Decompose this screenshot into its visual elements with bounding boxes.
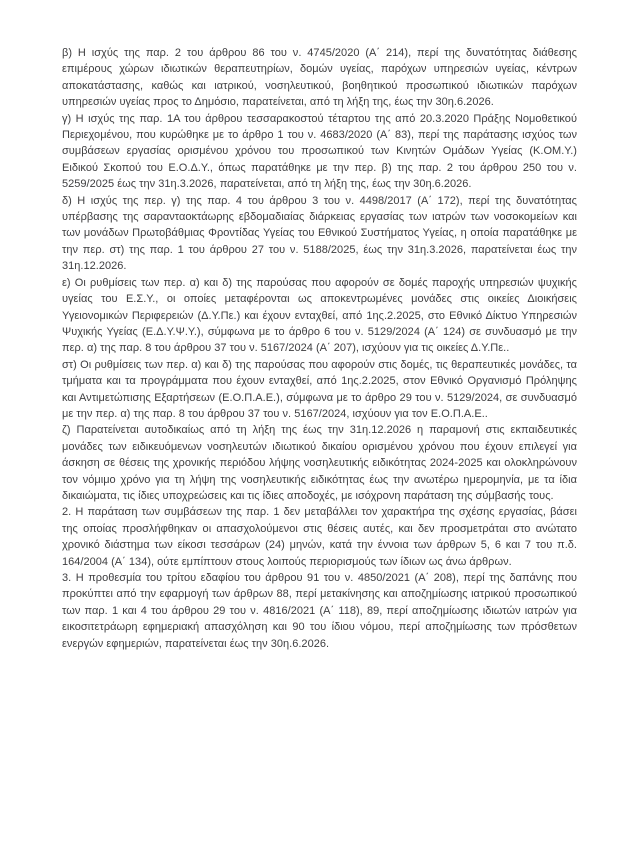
paragraph-case-epsilon: ε) Οι ρυθμίσεις των περ. α) και δ) της παρούσας που αφορούν σε δομές παροχής υπηρεσιών ψυχικής υγείας του Ε.Σ.Υ., οι οποίες μεταφέρονται ως αποκεντρωμένες μονάδες στις οικείες Διοικήσεις Υγειονομικών Περιφερειών (Δ.Υ.Πε.) και έχουν ενταχθεί, από 1ης.2.2025, στο Εθνικό Δίκτυο Υπηρεσιών Ψυχικής Υγείας (Ε.Δ.Υ.Ψ.Υ.), σύμφωνα με το άρθρο 6 του ν. 5129/2024 (Α΄ 124) σε συνδυασμό με την περ. α) της παρ. 8 του άρθρου 37 του ν. 5167/2024 (Α΄ 207), ισχύουν για τις οικείες Δ.Υ.Πε.. — [62, 276, 577, 355]
paragraph-case-sigma-tau: στ) Οι ρυθμίσεις των περ. α) και δ) της παρούσας που αφορούν στις δομές, τις θεραπευτικές μονάδες, τα τμήματα και τα προγράμματα που έχουν ενταχθεί, από 1ης.2.2025, στον Εθνικό Οργανισμό Πρόληψης και Αντιμετώπισης Εξαρτήσεων (Ε.Ο.Π.Α.Ε.), σύμφωνα με το άρθρο 29 του ν. 5129/2024, σε συνδυασμό με την περ. α) της παρ. 8 του άρθρου 37 του ν. 5167/2024, ισχύουν για τον Ε.Ο.Π.Α.Ε.. — [62, 358, 577, 420]
paragraph-case-zeta: ζ) Παρατείνεται αυτοδικαίως από τη λήξη της έως την 31η.12.2026 η παραμονή στις εκπαιδευτικές μονάδες των ειδικευόμενων νοσηλευτών ιδιωτικού δικαίου ορισμένου χρόνου που έχουν επιλεγεί για άσκηση σε θέσεις της χρονικής περιόδου λήψης νοσηλευτικής ειδικότητας 2024-2025 και ολοκληρώνουν τον νόμιμο χρόνο για τη λήψη της νοσηλευτικής ειδικότητας έως την ανωτέρω ημερομηνία, με τα ίδια δικαιώματα, τις ίδιες υποχρεώσεις και τις ίδιες αποδοχές, με ισόχρονη παράταση της σύμβασής τους. — [62, 424, 577, 502]
article-text-block — [62, 45, 577, 652]
paragraph-case-delta: δ) Η ισχύς της περ. γ) της παρ. 4 του άρθρου 3 του ν. 4498/2017 (Α΄ 172), περί της δυνατότητας υπέρβασης της σαρανταοκτάωρης εβδομαδιαίας διάρκειας εργασίας των ιατρών των νοσοκομείων και των μονάδων Πρωτοβάθμιας Φροντίδας Υγείας του Εθνικού Συστήματος Υγείας, η οποία παρατάθηκε με την περ. στ) της παρ. 1 του άρθρου 27 του ν. 5188/2025, έως την 31η.3.2026, παρατείνεται έως την 31η.12.2026. — [62, 194, 577, 273]
paragraph-number-2: 2. Η παράταση των συμβάσεων της παρ. 1 δεν μεταβάλλει τον χαρακτήρα της σχέσης εργασίας, βάσει της οποίας προσλήφθηκαν οι απασχολούμενοι στις θέσεις αυτές, και δεν προσμετράται στο ανώτατο χρονικό διάστημα των είκοσι τεσσάρων (24) μηνών, κατά την έννοια των άρθρων 5, 6 και 7 του π.δ. 164/2004 (Α΄ 134), ούτε εμπίπτουν στους λοιπούς περιορισμούς των ίδιων ως άνω άρθρων. — [62, 506, 577, 568]
paragraph-number-3: 3. Η προθεσμία του τρίτου εδαφίου του άρθρου 91 του ν. 4850/2021 (Α΄ 208), περί της δαπάνης που προκύπτει από την εφαρμογή των άρθρων 88, περί μετακίνησης και αποζημίωσης ιατρικού προσωπικού των παρ. 1 και 4 του άρθρου 29 του ν. 4816/2021 (Α΄ 118), 89, περί αποζημίωσης ιδιωτών ιατρών για εικοσιτετράωρη εφημεριακή απασχόληση και 90 του ίδιου νόμου, περί αποζημίωσης των πρόσθετων ενεργών εφημεριών, παρατείνεται έως την 30η.6.2026. — [62, 572, 577, 650]
paragraph-case-gamma: γ) Η ισχύς της παρ. 1Α του άρθρου τεσσαρακοστού τέταρτου της από 20.3.2020 Πράξης Νομοθετικού Περιεχομένου, που κυρώθηκε με το άρθρο 1 του ν. 4683/2020 (Α΄ 83), περί της παράτασης ισχύος των συμβάσεων εργασίας ορισμένου χρόνου του προσωπικού των Κινητών Ομάδων Υγείας (Κ.ΟΜ.Υ.) Ειδικού Σκοπού του Ε.Ο.Δ.Υ., όπως παρατάθηκε με την περ. β) της παρ. 2 του άρθρου 250 του ν. 5259/2025 έως την 31η.3.2026, παρατείνεται, από τη λήξη της, έως την 30η.6.2026. — [62, 112, 577, 191]
paragraph-case-beta: β) Η ισχύς της παρ. 2 του άρθρου 86 του ν. 4745/2020 (Α΄ 214), περί της δυνατότητας διάθεσης επιμέρους χώρων ιδιωτικών θεραπευτηρίων, δομών υγείας, παρόχων υπηρεσιών υγείας, κέντρων αποκατάστασης, καθώς και ιατρικού, νοσηλευτικού, βοηθητικού προσωπικού ιδιωτικών παρόχων υπηρεσιών υγείας προς το Δημόσιο, παρατείνεται, από τη λήξη της, έως την 30η.6.2026. — [62, 47, 577, 109]
